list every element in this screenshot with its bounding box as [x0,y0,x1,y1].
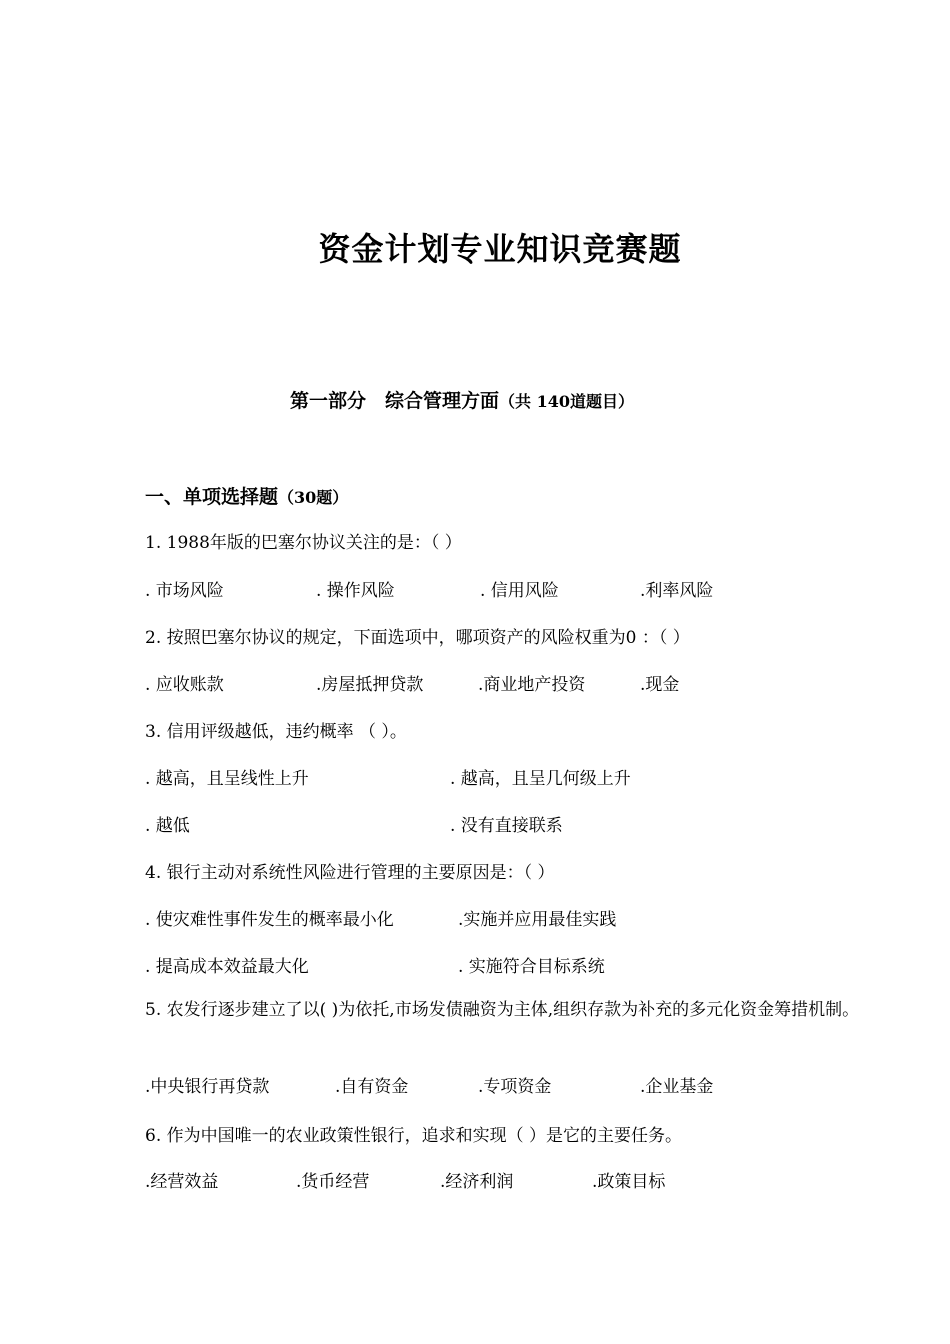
question-1: 1. 1988年版的巴塞尔协议关注的是：（ ） [145,533,462,553]
q6-option-c: .经济利润 [440,1172,514,1192]
q4-option-b: .实施并应用最佳实践 [458,910,617,930]
q4-option-d: . 实施符合目标系统 [458,957,605,977]
part-note: （共 140道题目） [499,392,634,411]
q5-option-c: .专项资金 [478,1077,552,1097]
q6-option-b: .货币经营 [296,1172,370,1192]
q3-option-d: . 没有直接联系 [450,816,563,836]
question-5: 5. 农发行逐步建立了以( )为依托,市场发债融资为主体,组织存款为补充的多元化资金筹措机制。 [145,1000,860,1020]
part-label: 第一部分 综合管理方面 [290,390,500,412]
q3-option-c: . 越低 [145,816,190,836]
question-2: 2. 按照巴塞尔协议的规定，下面选项中，哪项资产的风险权重为0 ：（ ） [145,628,690,648]
q4-option-c: . 提高成本效益最大化 [145,957,309,977]
q1-option-a: . 市场风险 [145,581,224,601]
q1-option-d: .利率风险 [640,581,714,601]
q1-option-b: . 操作风险 [316,581,395,601]
question-3: 3. 信用评级越低，违约概率 （ ）。 [145,722,407,742]
q1-option-c: . 信用风险 [480,581,559,601]
q6-option-a: .经营效益 [145,1172,219,1192]
part-heading [290,386,634,413]
q5-option-b: .自有资金 [335,1077,409,1097]
q3-option-a: . 越高，且呈线性上升 [145,769,309,789]
q3-option-b: . 越高，且呈几何级上升 [450,769,631,789]
question-6: 6. 作为中国唯一的农业政策性银行，追求和实现（ ）是它的主要任务。 [145,1126,683,1146]
q2-option-d: .现金 [640,675,680,695]
section-heading [145,482,348,509]
section-note: （30题） [278,488,349,507]
question-4: 4. 银行主动对系统性风险进行管理的主要原因是：（ ） [145,863,555,883]
q4-option-a: . 使灾难性事件发生的概率最小化 [145,910,394,930]
q5-option-d: .企业基金 [640,1077,714,1097]
q2-option-a: . 应收账款 [145,675,224,695]
document-title: 资金计划专业知识竞赛题 [318,230,682,268]
q6-option-d: .政策目标 [592,1172,666,1192]
q5-option-a: .中央银行再贷款 [145,1077,270,1097]
q2-option-c: .商业地产投资 [478,675,586,695]
q2-option-b: .房屋抵押贷款 [316,675,424,695]
section-label: 一、单项选择题 [145,486,279,508]
